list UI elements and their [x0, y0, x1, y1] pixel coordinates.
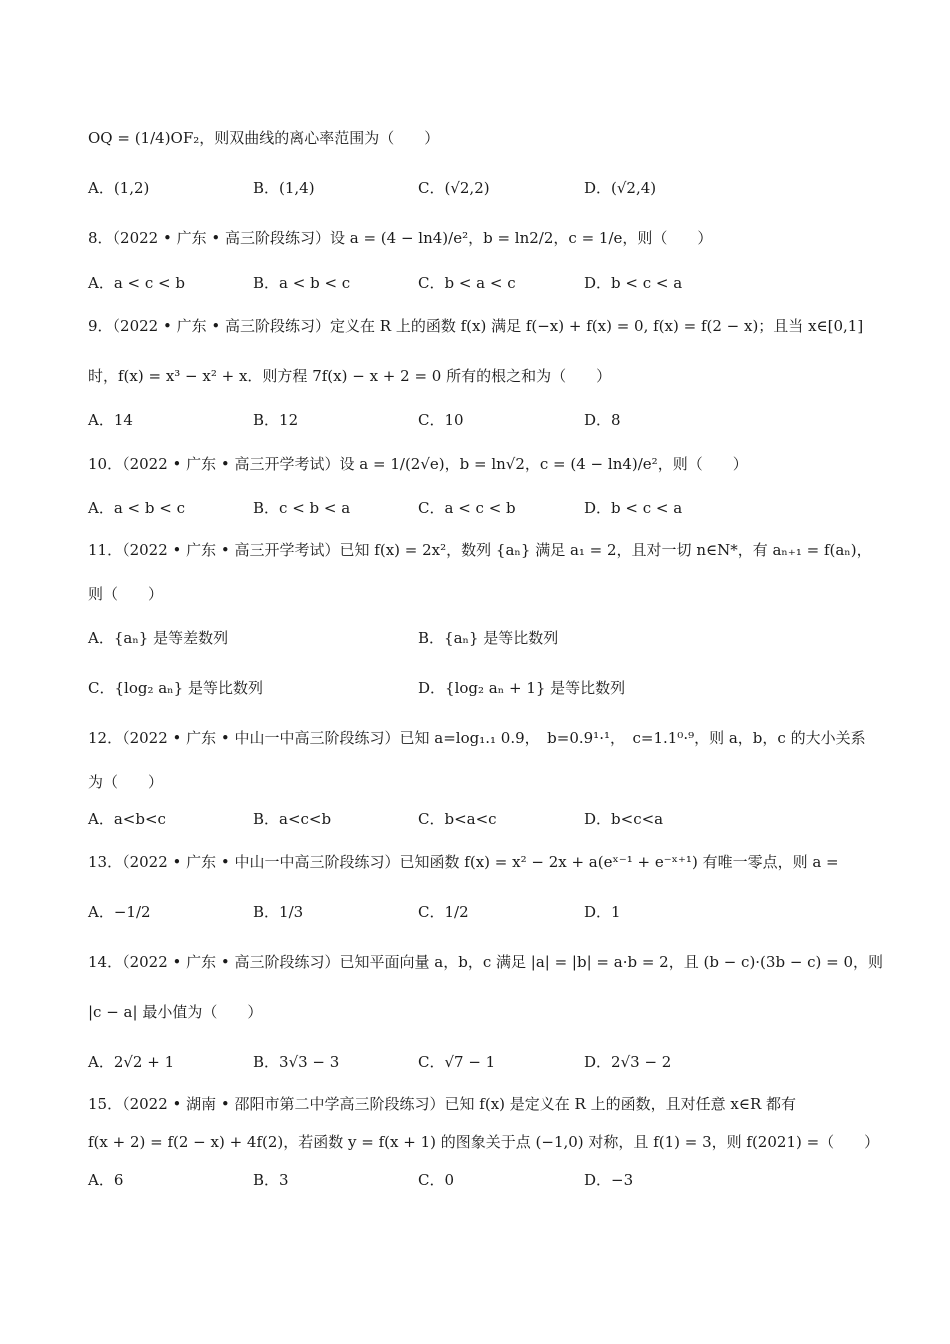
q7-option-c: C．(√2,2)	[418, 179, 490, 197]
q7-option-b: B．(1,4)	[253, 179, 315, 197]
q9-option-b: B．12	[253, 411, 299, 429]
q15-option-b: B．3	[253, 1171, 289, 1189]
q10-option-d: D．b < c < a	[584, 499, 683, 517]
q13-stem: 13．（2022 • 广东 • 中山一中高三阶段练习）已知函数 f(x) = x² − 2x + a(eˣ⁻¹ + e⁻ˣ⁺¹) 有唯一零点，则 a =	[88, 853, 839, 871]
q7-option-a: A．(1,2)	[88, 179, 150, 197]
q9-option-a: A．14	[88, 411, 133, 429]
q15-option-c: C．0	[418, 1171, 455, 1189]
q8-stem: 8．（2022 • 广东 • 高三阶段练习）设 a = (4 − ln4)/e²，b = ln2/2，c = 1/e，则（ ）	[88, 229, 713, 247]
q7-stem-tail: OQ = (1/4)OF₂，则双曲线的离心率范围为（ ）	[88, 129, 440, 147]
q15-stem-line2: f(x + 2) = f(2 − x) + 4f(2)，若函数 y = f(x + 1) 的图象关于点 (−1,0) 对称，且 f(1) = 3，则 f(2021) =（ ）	[88, 1133, 880, 1151]
q9-option-c: C．10	[418, 411, 464, 429]
q10-option-c: C．a < c < b	[418, 499, 516, 517]
q12-option-c: C．b<a<c	[418, 810, 497, 828]
q10-option-a: A．a < b < c	[88, 499, 185, 517]
q14-option-d: D．2√3 − 2	[584, 1053, 672, 1071]
q15-stem-line1: 15．（2022 • 湖南 • 邵阳市第二中学高三阶段练习）已知 f(x) 是定义在 R 上的函数，且对任意 x∈R 都有	[88, 1095, 797, 1113]
q9-stem-line1: 9．（2022 • 广东 • 高三阶段练习）定义在 R 上的函数 f(x) 满足 f(−x) + f(x) = 0, f(x) = f(2 − x)；且当 x∈[0,1]	[88, 317, 864, 335]
q9-stem-line2: 时，f(x) = x³ − x² + x．则方程 7f(x) − x + 2 = 0 所有的根之和为（ ）	[88, 367, 612, 385]
q10-stem: 10．（2022 • 广东 • 高三开学考试）设 a = 1/(2√e)，b = ln√2，c = (4 − ln4)/e²，则（ ）	[88, 455, 748, 473]
q11-option-b: B．{aₙ} 是等比数列	[418, 629, 559, 647]
q8-option-b: B．a < b < c	[253, 274, 351, 292]
q12-option-d: D．b<c<a	[584, 810, 664, 828]
q13-option-b: B．1/3	[253, 903, 304, 921]
q11-option-c: C．{log₂ aₙ} 是等比数列	[88, 679, 263, 697]
q14-stem-line1: 14．（2022 • 广东 • 高三阶段练习）已知平面向量 a，b，c 满足 |a| = |b| = a·b = 2，且 (b − c)·(3b − c) = 0，则	[88, 953, 884, 971]
q14-stem-line2: |c − a| 最小值为（ ）	[88, 1003, 263, 1021]
q11-stem-line2: 则（ ）	[88, 585, 164, 603]
q9-option-d: D．8	[584, 411, 621, 429]
q11-option-a: A．{aₙ} 是等差数列	[88, 629, 229, 647]
q13-option-d: D．1	[584, 903, 621, 921]
q14-option-b: B．3√3 − 3	[253, 1053, 340, 1071]
q12-option-b: B．a<c<b	[253, 810, 332, 828]
q10-option-b: B．c < b < a	[253, 499, 351, 517]
q13-option-a: A．−1/2	[88, 903, 151, 921]
q8-option-d: D．b < c < a	[584, 274, 683, 292]
q13-option-c: C．1/2	[418, 903, 469, 921]
q7-option-d: D．(√2,4)	[584, 179, 657, 197]
q12-stem-line2: 为（ ）	[88, 773, 164, 791]
q8-option-c: C．b < a < c	[418, 274, 516, 292]
q14-option-a: A．2√2 + 1	[88, 1053, 175, 1071]
q11-option-d: D．{log₂ aₙ + 1} 是等比数列	[418, 679, 626, 697]
q15-option-d: D．−3	[584, 1171, 634, 1189]
q14-option-c: C．√7 − 1	[418, 1053, 496, 1071]
q12-option-a: A．a<b<c	[88, 810, 166, 828]
q12-stem-line1: 12．（2022 • 广东 • 中山一中高三阶段练习）已知 a=log₁.₁ 0.9， b=0.9¹·¹， c=1.1⁰·⁹，则 a，b，c 的大小关系	[88, 729, 866, 747]
q15-option-a: A．6	[88, 1171, 124, 1189]
q8-option-a: A．a < c < b	[88, 274, 185, 292]
q11-stem-line1: 11．（2022 • 广东 • 高三开学考试）已知 f(x) = 2x²，数列 {aₙ} 满足 a₁ = 2，且对一切 n∈N*，有 aₙ₊₁ = f(aₙ)，	[88, 541, 872, 559]
